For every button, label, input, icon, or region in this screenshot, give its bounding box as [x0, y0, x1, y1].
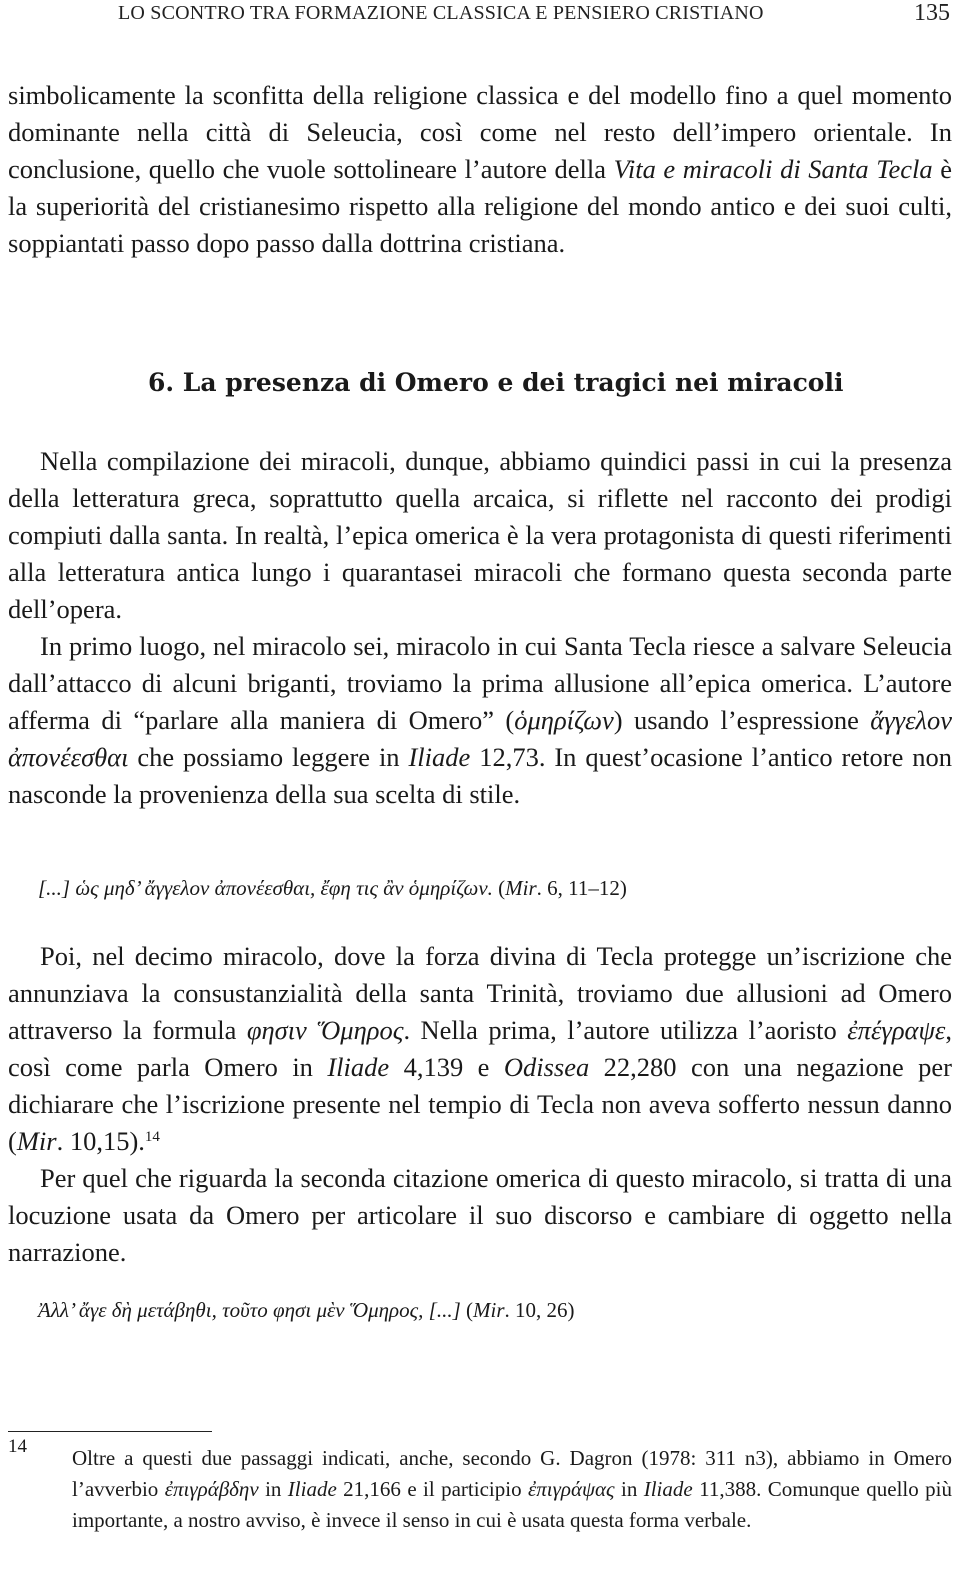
text-run: , così come parla Omero in [8, 1015, 952, 1082]
greek-term: ἐπιγράψας [527, 1477, 615, 1501]
footnote-number: 14 [8, 1436, 27, 1457]
block-quote-2 [38, 1298, 938, 1323]
work-abbrev: Mir [16, 1126, 57, 1156]
paragraph-4 [8, 938, 952, 1160]
text-run: 22,280 con una negazione per dichiarare che l’iscrizione presente nel tempio di Tecla non aveva sofferto nessun danno ( [8, 1052, 953, 1156]
work-title: Iliade [287, 1477, 337, 1501]
quote-text: Ἀλλ’ ἄγε δὴ μετάβηθι, τοῦτο φησι μὲν Ὅμηρος, [...] [38, 1298, 461, 1322]
paragraph-5: Per quel che riguarda la seconda citazione omerica di questo miracolo, si tratta di una locuzione usata da Omero per articolare il suo discorso e cambiare di oggetto nella narrazione. [8, 1163, 952, 1267]
work-title: Vita e miracoli di Santa Tecla [613, 154, 933, 184]
text-run: . 10,15). [56, 1126, 145, 1156]
text-run: 12,73. In quest’ocasione l’antico retore non nasconde la provenienza della sua scelta di stile. [8, 742, 952, 809]
text-run: simbolicamente la sconfitta della religione classica e del modello fino a quel momento dominante nella città di Seleucia, così come nel resto dell’impero orientale. In conclusione, quello che vuole sottolineare l’autore della [8, 80, 952, 184]
paragraph-4-group [8, 938, 952, 1271]
quote-reference: (Mir. 6, 11–12) [492, 876, 627, 900]
text-run: è la superiorità del cristianesimo rispetto alla religione del mondo antico e dei suoi culti, soppiantati passo dopo passo dalla dottrina cristiana. [8, 154, 953, 258]
block-quote-1 [38, 876, 938, 901]
quote-reference: (Mir. 10, 26) [460, 1298, 575, 1322]
running-title: LO SCONTRO TRA FORMAZIONE CLASSICA E PENSIERO CRISTIANO [118, 2, 764, 24]
paragraph-2: Nella compilazione dei miracoli, dunque, abbiamo quindici passi in cui la presenza della letteratura greca, soprattutto quella arcaica, si riflette nel racconto dei prodigi compiuti dalla santa. In realtà, l’epica omerica è la vera protagonista di questi riferimenti alla letteratura antica lungo i quarantasei miracoli che formano questa seconda parte dell’opera. [8, 446, 952, 624]
quote-text: [...] ὡς μηδ’ ἄγγελον ἀπονέεσθαι, ἔφη τις ἂν ὁμηρίζων. [38, 876, 493, 900]
paragraph-3 [8, 628, 952, 813]
work-title: Odissea [503, 1052, 590, 1082]
paragraph-1 [8, 77, 952, 262]
greek-term: ὁμηρίζων [514, 705, 614, 735]
work-title: Iliade [643, 1477, 693, 1501]
text-run: . Nella prima, l’autore utilizza l’aoristo [403, 1015, 848, 1045]
paragraph-2-group [8, 443, 952, 813]
greek-term: ἐπέγραψε [847, 1015, 946, 1045]
page-number: 135 [914, 0, 950, 26]
work-title: Iliade [408, 742, 471, 772]
text-run: 4,139 e [389, 1052, 504, 1082]
work-title: Iliade [327, 1052, 390, 1082]
text-run: In primo luogo, nel miracolo sei, miracolo in cui Santa Tecla riesce a salvare Seleucia dall’attacco di alcuni briganti, troviamo la prima allusione all’epica omerica. L’autore afferma di “parlare alla maniera di Omero” ( [8, 631, 952, 735]
footnote-divider [8, 1431, 212, 1432]
text-run: ) usando l’espressione [613, 705, 871, 735]
footnote-text: Oltre a questi due passaggi indicati, anche, secondo G. Dagron (1978: 311 n3), abbiamo in Omero l’avverbio ἐπιγράβδην in Iliade 21,166 e il participio ἐπιγράψας in Iliade 11,388. Comunque quello più importante, a nostro avviso, è invece il senso in cui è usata questa forma verbale. [72, 1446, 952, 1532]
footnote-reference[interactable]: 14 [144, 1129, 160, 1145]
text-run: che possiamo leggere in [128, 742, 409, 772]
greek-term: φησιν Ὅμηρος [246, 1015, 404, 1045]
text-run: Poi, nel decimo miracolo, dove la forza divina di Tecla protegge un’iscrizione che annunziava la consustanzialità della santa Trinità, troviamo due allusioni ad Omero attraverso la formula [8, 941, 952, 1045]
greek-term: ἐπιγράβδην [164, 1477, 259, 1501]
section-heading: 6. La presenza di Omero e dei tragici nei miracoli [148, 368, 844, 397]
greek-term: ἄγγελον ἀπονέεσθαι [8, 705, 953, 772]
